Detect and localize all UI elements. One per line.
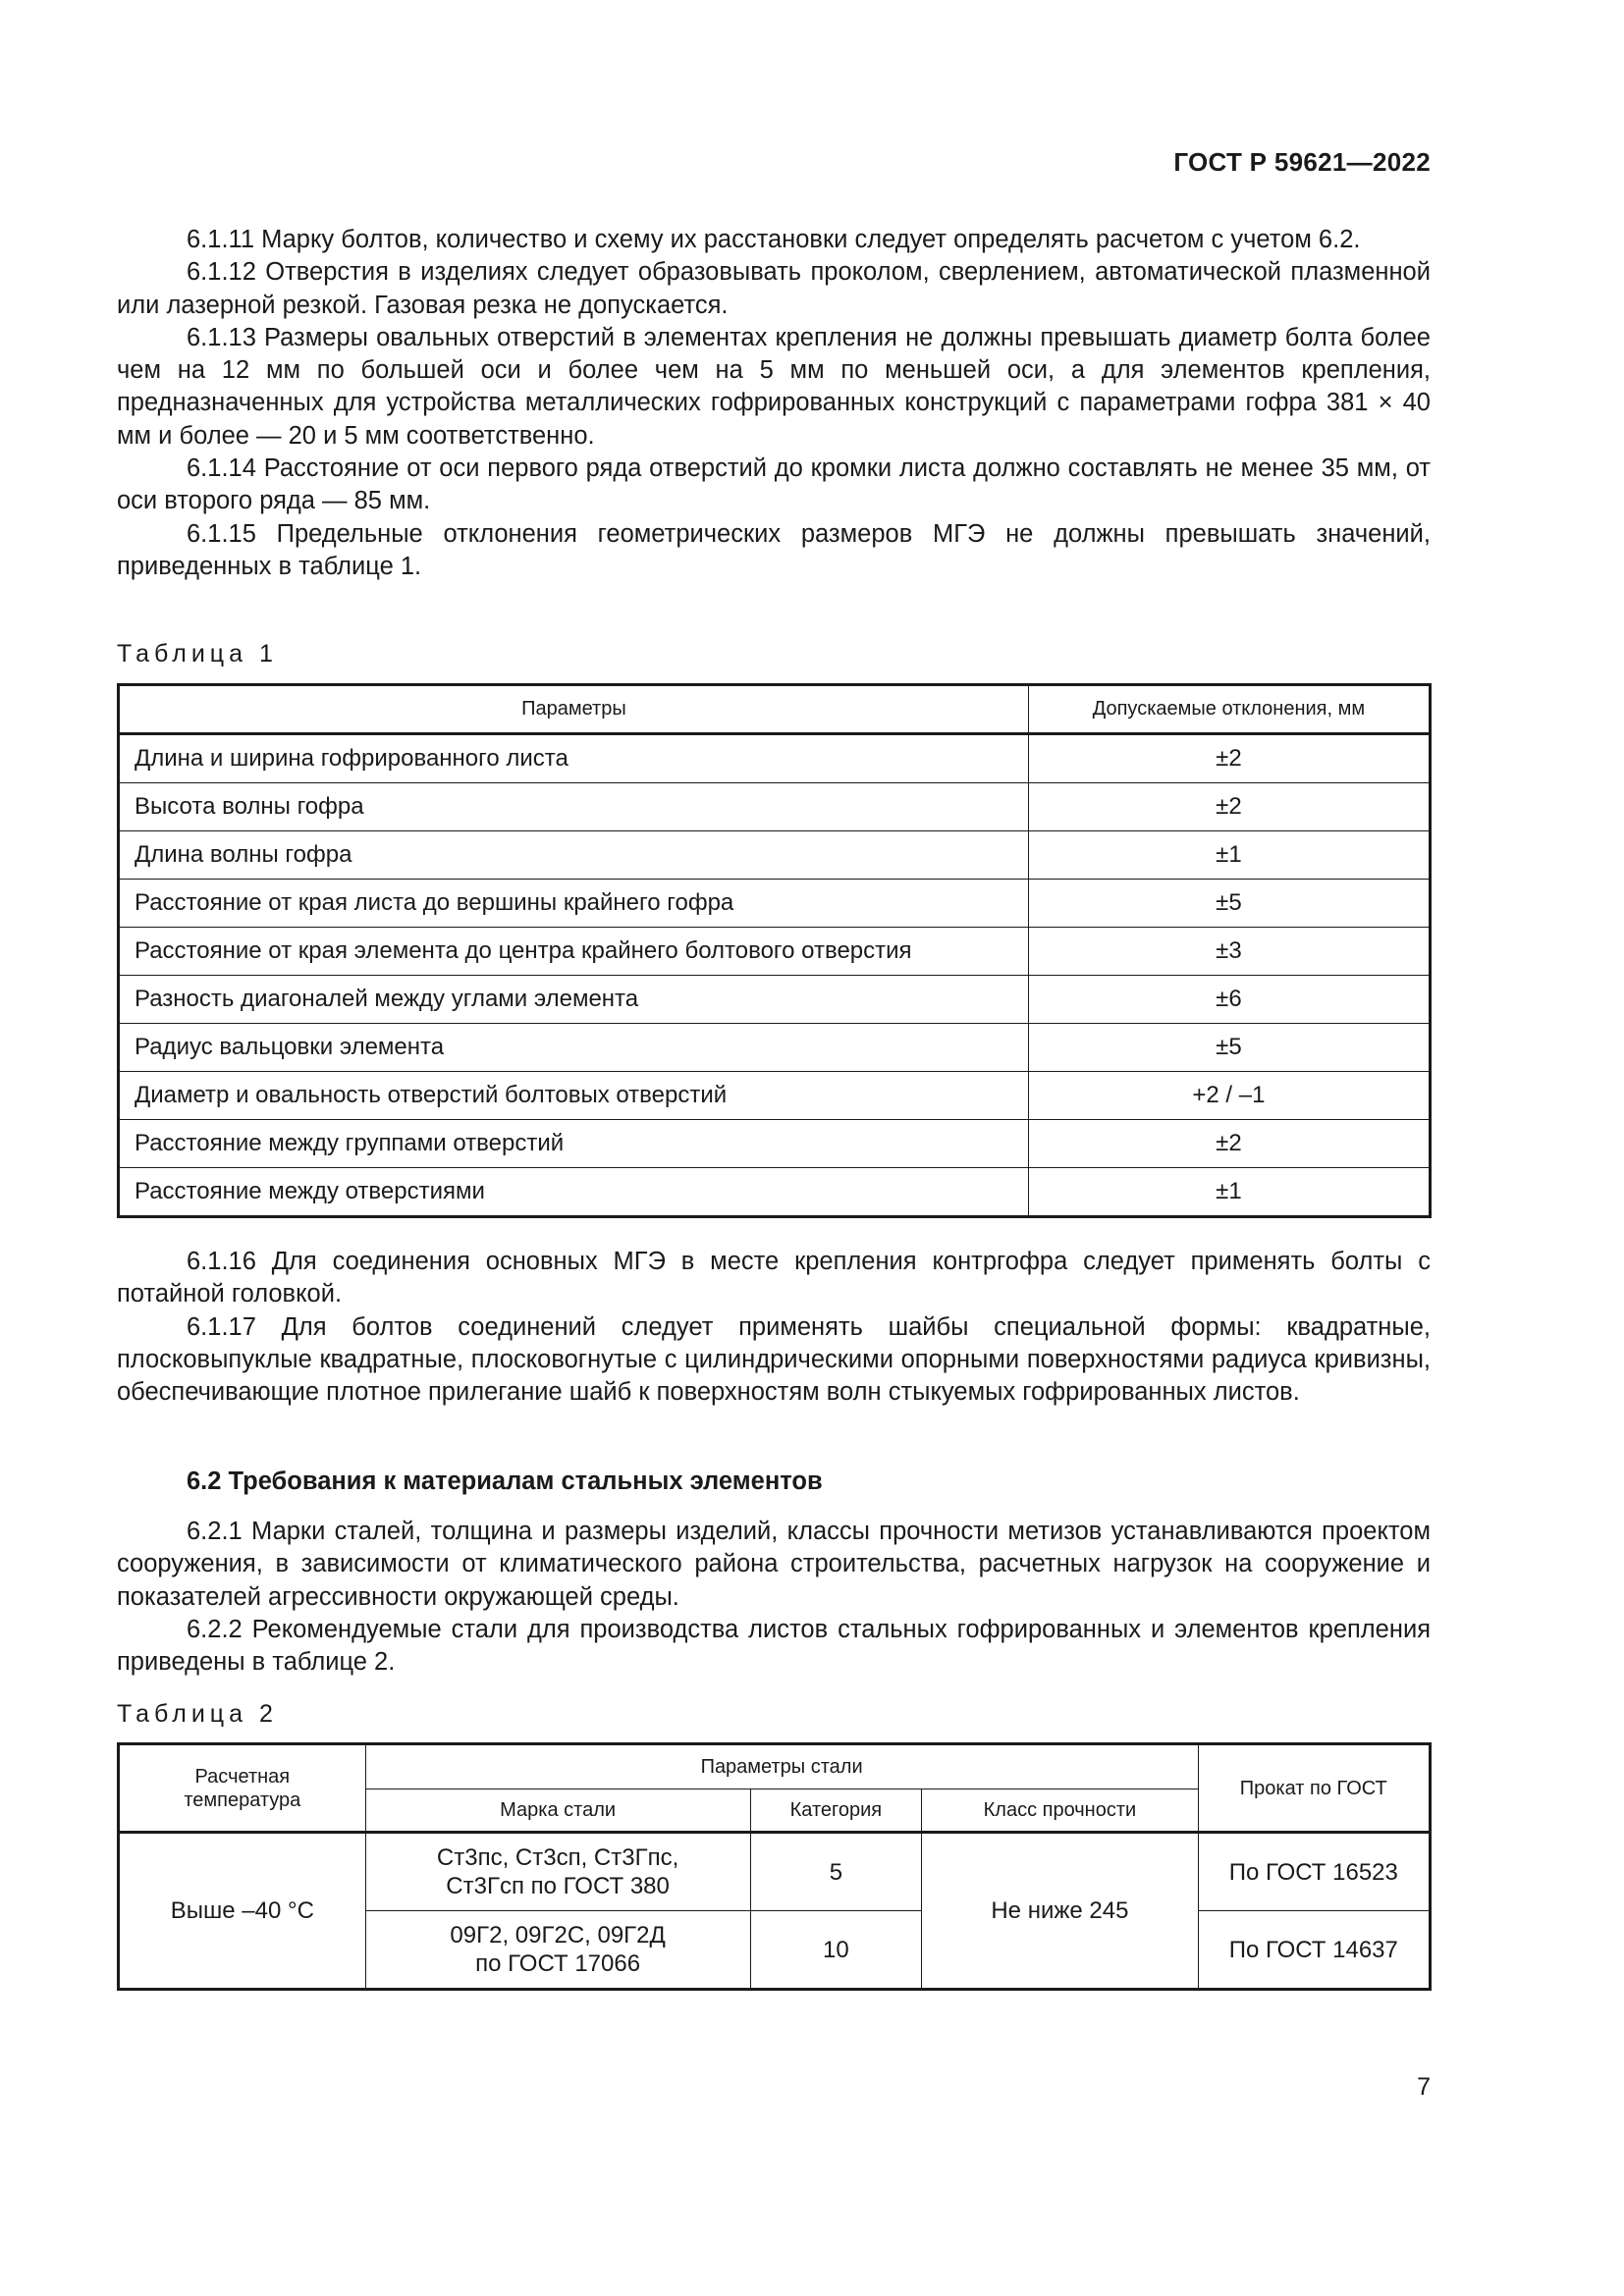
grade-line: по ГОСТ 17066 bbox=[475, 1950, 641, 1977]
header-steel-params: Параметры стали bbox=[365, 1744, 1198, 1789]
tolerance-table bbox=[117, 683, 1432, 1218]
row-tolerance: ±1 bbox=[1028, 1168, 1430, 1217]
row-tolerance: ±3 bbox=[1028, 928, 1430, 976]
paragraphs-bottom bbox=[117, 1516, 1431, 1679]
row-parameter: Расстояние от края элемента до центра крайнего болтового отверстия bbox=[119, 928, 1029, 976]
paragraph-6-1-16: 6.1.16 Для соединения основных МГЭ в месте крепления контргофра следует применять болты с потайной головкой. bbox=[117, 1248, 1431, 1308]
document-code: ГОСТ Р 59621—2022 bbox=[1173, 147, 1431, 177]
cell-temperature: Выше –40 °С bbox=[119, 1833, 366, 1990]
row-tolerance: ±5 bbox=[1028, 1024, 1430, 1072]
table2-caption: Таблица 2 bbox=[117, 1700, 278, 1728]
row-parameter: Расстояние между отверстиями bbox=[119, 1168, 1029, 1217]
paragraph-6-1-14: 6.1.14 Расстояние от оси первого ряда отверстий до кромки листа должно составлять не менее 35 мм, от оси второго ряда — 85 мм. bbox=[117, 454, 1431, 515]
table-row bbox=[119, 783, 1431, 831]
grade-line: 09Г2, 09Г2С, 09Г2Д bbox=[450, 1922, 666, 1949]
paragraph-6-2-2: 6.2.2 Рекомендуемые стали для производства листов стальных гофрированных и элементов крепления приведены в таблице 2. bbox=[117, 1615, 1431, 1677]
table-header-row bbox=[119, 1744, 1431, 1789]
table-row bbox=[119, 1833, 1431, 1911]
paragraph-6-1-13: 6.1.13 Размеры овальных отверстий в элементах крепления не должны превышать диаметр болта более чем на 12 мм по большей оси и более чем на 5 мм по меньшей оси, а для элементов крепления, предназначенных для устройства металлических гофрированных конструкций с параметрами гофра 381 × 40 мм и более — 20 и 5 мм соответственно. bbox=[117, 323, 1431, 450]
table-row bbox=[119, 734, 1431, 783]
paragraph-6-1-15: 6.1.15 Предельные отклонения геометрических размеров МГЭ не должны превышать значений, приведенных в таблице 1. bbox=[117, 519, 1431, 580]
paragraph-6-1-12: 6.1.12 Отверстия в изделиях следует образовывать проколом, сверлением, автоматической плазменной или лазерной резкой. Газовая резка не допускается. bbox=[117, 258, 1431, 319]
header-temperature: Расчетная температура bbox=[119, 1744, 366, 1833]
cell-category: 5 bbox=[750, 1833, 922, 1911]
row-tolerance: ±1 bbox=[1028, 831, 1430, 880]
paragraph-6-1-17: 6.1.17 Для болтов соединений следует применять шайбы специальной формы: квадратные, плосковыпуклые квадратные, плосковогнутые с цилиндрическими опорными поверхностями радиуса кривизны, обеспечивающие плотное прилегание шайб к поверхностям волн стыкуемых гофрированных листов. bbox=[117, 1312, 1431, 1407]
cell-steel-grade bbox=[365, 1911, 750, 1990]
header-gost: Прокат по ГОСТ bbox=[1198, 1744, 1430, 1833]
section-heading: 6.2 Требования к материалам стальных элементов bbox=[187, 1468, 823, 1495]
paragraphs-top bbox=[117, 224, 1431, 583]
cell-gost: По ГОСТ 16523 bbox=[1198, 1833, 1430, 1911]
table-row bbox=[119, 880, 1431, 928]
paragraph-6-1-11: 6.1.11 Марку болтов, количество и схему их расстановки следует определять расчетом с учетом 6.2. bbox=[187, 226, 1361, 253]
row-parameter: Расстояние от края листа до вершины крайнего гофра bbox=[119, 880, 1029, 928]
grade-line: Ст3пс, Ст3сп, Ст3Гпс, bbox=[436, 1844, 679, 1871]
page-number: 7 bbox=[1417, 2073, 1431, 2101]
table-row bbox=[119, 1024, 1431, 1072]
row-parameter: Высота волны гофра bbox=[119, 783, 1029, 831]
paragraph-6-2-1: 6.2.1 Марки сталей, толщина и размеры изделий, классы прочности метизов устанавливаются проектом сооружения, в зависимости от климатического района строительства, расчетных нагрузок на сооружение и показателей агрессивности окружающей среды. bbox=[117, 1518, 1431, 1611]
table-row bbox=[119, 1168, 1431, 1217]
table-header-row bbox=[119, 685, 1431, 734]
row-parameter: Длина волны гофра bbox=[119, 831, 1029, 880]
row-tolerance: ±2 bbox=[1028, 783, 1430, 831]
row-parameter: Радиус вальцовки элемента bbox=[119, 1024, 1029, 1072]
row-tolerance: ±5 bbox=[1028, 880, 1430, 928]
header-category: Категория bbox=[750, 1789, 922, 1833]
paragraphs-mid bbox=[117, 1246, 1431, 1409]
cell-gost: По ГОСТ 14637 bbox=[1198, 1911, 1430, 1990]
row-parameter: Диаметр и овальность отверстий болтовых отверстий bbox=[119, 1072, 1029, 1120]
table-row bbox=[119, 1120, 1431, 1168]
header-parameters: Параметры bbox=[119, 685, 1029, 734]
cell-category: 10 bbox=[750, 1911, 922, 1990]
header-strength-class: Класс прочности bbox=[922, 1789, 1198, 1833]
steel-table bbox=[117, 1742, 1432, 1991]
row-tolerance: +2 / –1 bbox=[1028, 1072, 1430, 1120]
row-tolerance: ±6 bbox=[1028, 976, 1430, 1024]
table1-caption: Таблица 1 bbox=[117, 640, 278, 667]
table-row bbox=[119, 976, 1431, 1024]
row-parameter: Разность диагоналей между углами элемента bbox=[119, 976, 1029, 1024]
table-row bbox=[119, 1072, 1431, 1120]
row-parameter: Расстояние между группами отверстий bbox=[119, 1120, 1029, 1168]
row-tolerance: ±2 bbox=[1028, 734, 1430, 783]
cell-steel-grade bbox=[365, 1833, 750, 1911]
grade-line: Ст3Гсп по ГОСТ 380 bbox=[446, 1873, 670, 1899]
header-tolerance: Допускаемые отклонения, мм bbox=[1028, 685, 1430, 734]
row-parameter: Длина и ширина гофрированного листа bbox=[119, 734, 1029, 783]
table-row bbox=[119, 928, 1431, 976]
header-steel-grade: Марка стали bbox=[365, 1789, 750, 1833]
table-row bbox=[119, 831, 1431, 880]
cell-strength-class: Не ниже 245 bbox=[922, 1833, 1198, 1990]
row-tolerance: ±2 bbox=[1028, 1120, 1430, 1168]
